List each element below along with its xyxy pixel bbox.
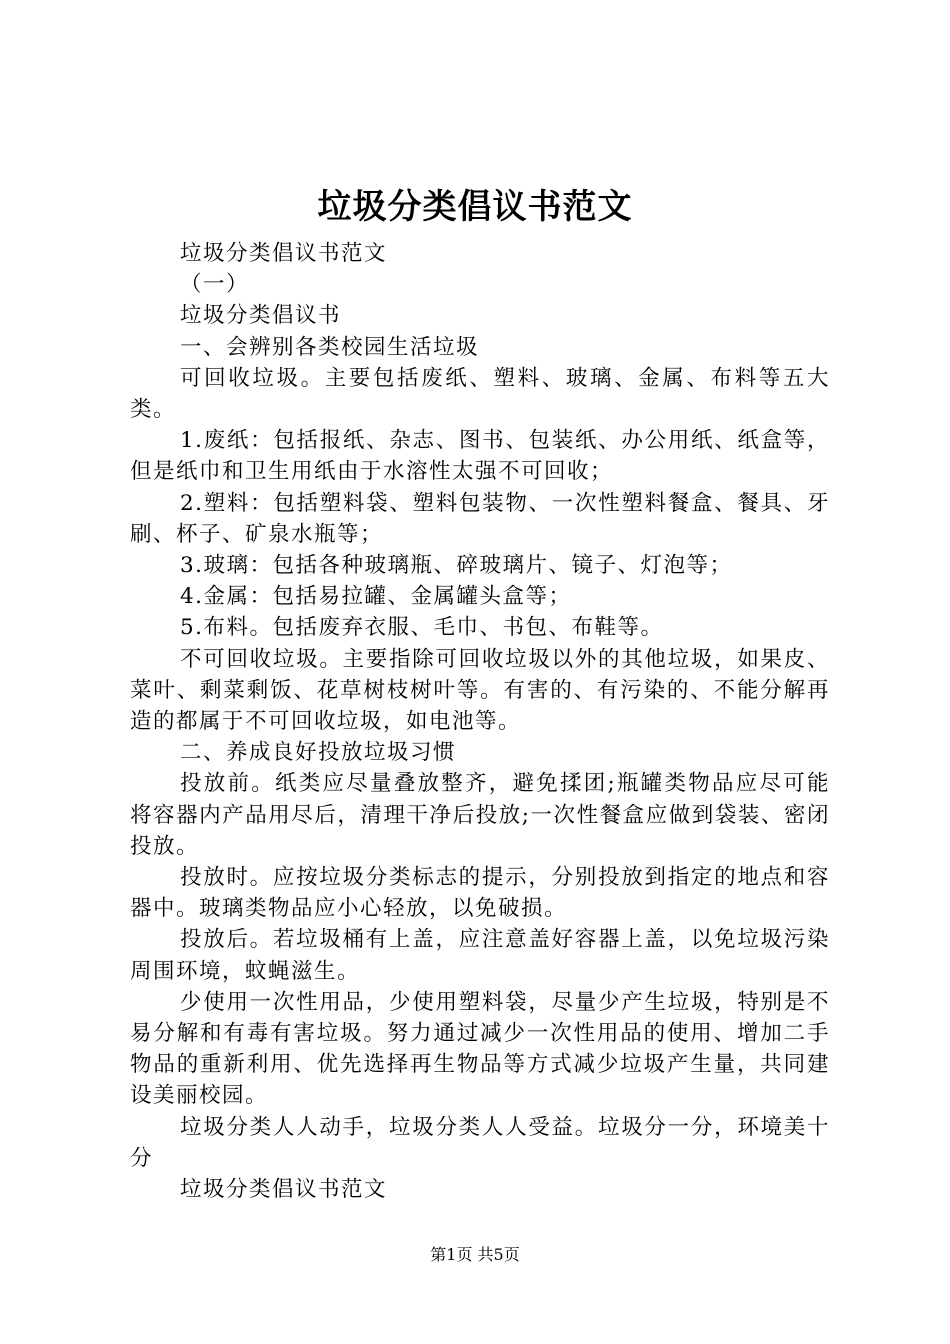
list-item: 5.布料。包括废弃衣服、毛巾、书包、布鞋等。	[180, 615, 664, 641]
paragraph: 投放后。若垃圾桶有上盖，应注意盖好容器上盖，以免垃圾污染周围环境，蚊蝇滋生。	[130, 927, 830, 984]
paragraph: 少使用一次性用品，少使用塑料袋，尽量少产生垃圾，特别是不易分解和有毒有害垃圾。努力通过减少一次性用品的使用、增加二手物品的重新利用、优先选择再生物品等方式减少垃圾产生量，共同建设美丽校园。	[130, 989, 830, 1109]
paragraph: 不可回收垃圾。主要指除可回收垃圾以外的其他垃圾，如果皮、菜叶、剩菜剩饭、花草树枝树叶等。有害的、有污染的、不能分解再造的都属于不可回收垃圾，如电池等。	[130, 646, 830, 735]
section-heading: 二、养成良好投放垃圾习惯	[180, 740, 457, 766]
document-body	[130, 238, 830, 1205]
paragraph: 垃圾分类倡议书范文	[180, 241, 388, 266]
document-title: 垃圾分类倡议书范文	[317, 187, 633, 227]
paragraph: 投放时。应按垃圾分类标志的提示，分别投放到指定的地点和容器中。玻璃类物品应小心轻放，以免破损。	[130, 865, 830, 922]
paragraph: （一）	[180, 272, 250, 298]
list-item: 2.塑料：包括塑料袋、塑料包装物、一次性塑料餐盒、餐具、牙刷、杯子、矿泉水瓶等；	[130, 490, 830, 547]
paragraph: 垃圾分类倡议书范文	[180, 1177, 388, 1203]
paragraph: 垃圾分类倡议书	[180, 303, 342, 329]
section-heading: 一、会辨别各类校园生活垃圾	[180, 334, 480, 360]
list-item: 1.废纸：包括报纸、杂志、图书、包装纸、办公用纸、纸盒等，但是纸巾和卫生用纸由于水溶性太强不可回收；	[130, 428, 830, 485]
list-item: 4.金属：包括易拉罐、金属罐头盒等；	[180, 584, 572, 610]
list-item: 3.玻璃：包括各种玻璃瓶、碎玻璃片、镜子、灯泡等；	[180, 553, 733, 579]
paragraph: 投放前。纸类应尽量叠放整齐，避免揉团;瓶罐类物品应尽可能将容器内产品用尽后，清理干净后投放;一次性餐盒应做到袋装、密闭投放。	[130, 771, 830, 859]
page-number-footer: 第1页 共5页	[430, 1245, 520, 1264]
paragraph: 垃圾分类人人动手，垃圾分类人人受益。垃圾分一分，环境美十分	[130, 1114, 830, 1171]
paragraph: 可回收垃圾。主要包括废纸、塑料、玻璃、金属、布料等五大类。	[130, 365, 830, 423]
